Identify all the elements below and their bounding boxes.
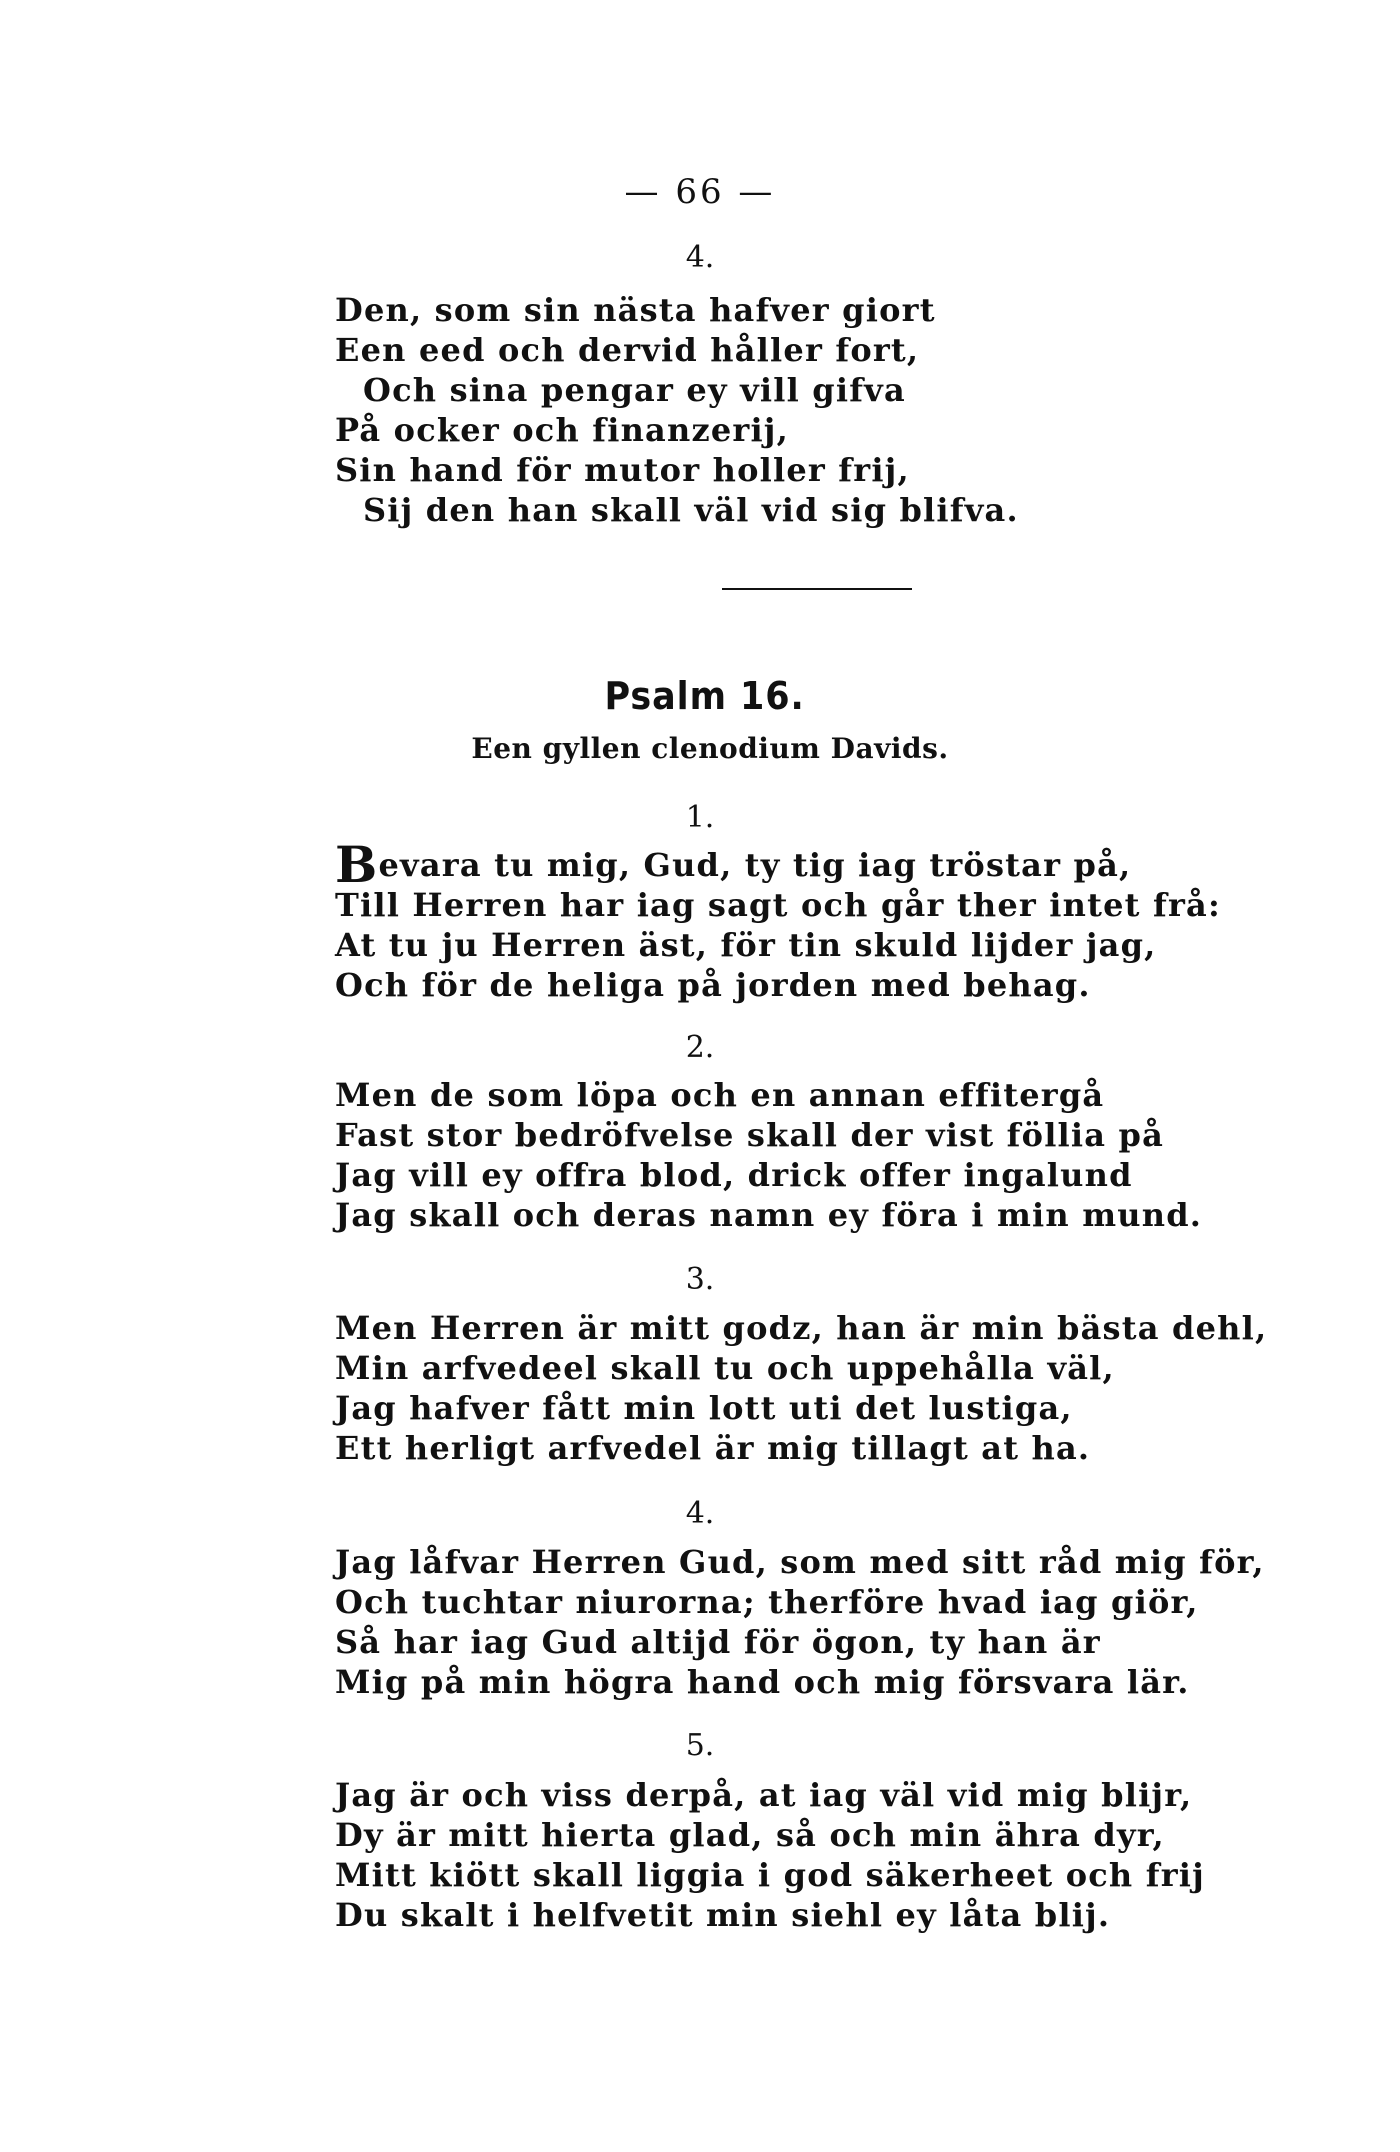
verse-line: Mitt kiött skall liggia i god säkerheet och frij <box>335 1856 1205 1894</box>
verse-line: Jag skall och deras namn ey föra i min mund. <box>335 1196 1203 1234</box>
verse-line: Och tuchtar niurorna; therföre hvad iag giör, <box>335 1583 1199 1621</box>
stanza <box>335 1075 1235 1235</box>
verse-line: Mig på min högra hand och mig försvara lär. <box>335 1663 1190 1701</box>
verse-line: Jag är och viss derpå, at iag väl vid mig blijr, <box>335 1776 1193 1814</box>
verse-line: Den, som sin nästa hafver giort <box>335 291 936 329</box>
verse-line: Jag vill ey offra blod, drick offer ingalund <box>335 1156 1133 1194</box>
verse-line: På ocker och finanzerij, <box>335 411 789 449</box>
verse-line: Sij den han skall väl vid sig blifva. <box>363 491 1019 529</box>
prev-stanza-number: 4. <box>685 240 715 275</box>
stanza-number: 1. <box>685 800 715 835</box>
page-number: — 66 — <box>624 172 776 212</box>
stanza <box>335 1308 1268 1468</box>
verse-line: Jag hafver fått min lott uti det lustiga, <box>335 1389 1073 1427</box>
verse-line: Jag låfvar Herren Gud, som med sitt råd mig för, <box>335 1543 1265 1581</box>
verse-line: At tu ju Herren äst, för tin skuld lijder jag, <box>335 926 1157 964</box>
verse-line: Dy är mitt hierta glad, så och min ähra dyr, <box>335 1816 1165 1854</box>
psalm-title: Psalm 16. <box>604 674 805 718</box>
verse-line: Och sina pengar ey vill gifva <box>363 371 906 409</box>
stanza <box>335 1542 1265 1702</box>
stanza <box>335 1775 1235 1935</box>
stanza-number: 5. <box>685 1728 715 1763</box>
section-divider <box>722 588 912 590</box>
verse-line: Så har iag Gud altijd för ögon, ty han är <box>335 1623 1101 1661</box>
verse-line: Du skalt i helfvetit min siehl ey låta blij. <box>335 1896 1111 1934</box>
verse-line: Men Herren är mitt godz, han är min bästa dehl, <box>335 1309 1268 1347</box>
verse-line: Een eed och dervid håller fort, <box>335 331 920 369</box>
prev-stanza <box>335 290 1235 530</box>
verse-line: Men de som löpa och en annan effitergå <box>335 1076 1105 1114</box>
verse-line: Sin hand för mutor holler frij, <box>335 451 910 489</box>
stanza-number: 4. <box>685 1496 715 1531</box>
verse-line: Till Herren har iag sagt och går ther intet frå: <box>335 886 1221 924</box>
verse-line: Min arfvedeel skall tu och uppehålla väl, <box>335 1349 1115 1387</box>
drop-cap: B <box>335 835 379 894</box>
stanza <box>335 835 1235 1005</box>
verse-line: Och för de heliga på jorden med behag. <box>335 966 1091 1004</box>
stanza-number: 2. <box>685 1030 715 1065</box>
verse-line: evara tu mig, Gud, ty tig iag tröstar på, <box>378 846 1132 884</box>
psalm-subtitle: Een gyllen clenodium Davids. <box>471 732 949 765</box>
verse-line: Ett herligt arfvedel är mig tillagt at ha. <box>335 1429 1091 1467</box>
stanza-number: 3. <box>685 1262 715 1297</box>
verse-line: Fast stor bedröfvelse skall der vist föllia på <box>335 1116 1165 1154</box>
